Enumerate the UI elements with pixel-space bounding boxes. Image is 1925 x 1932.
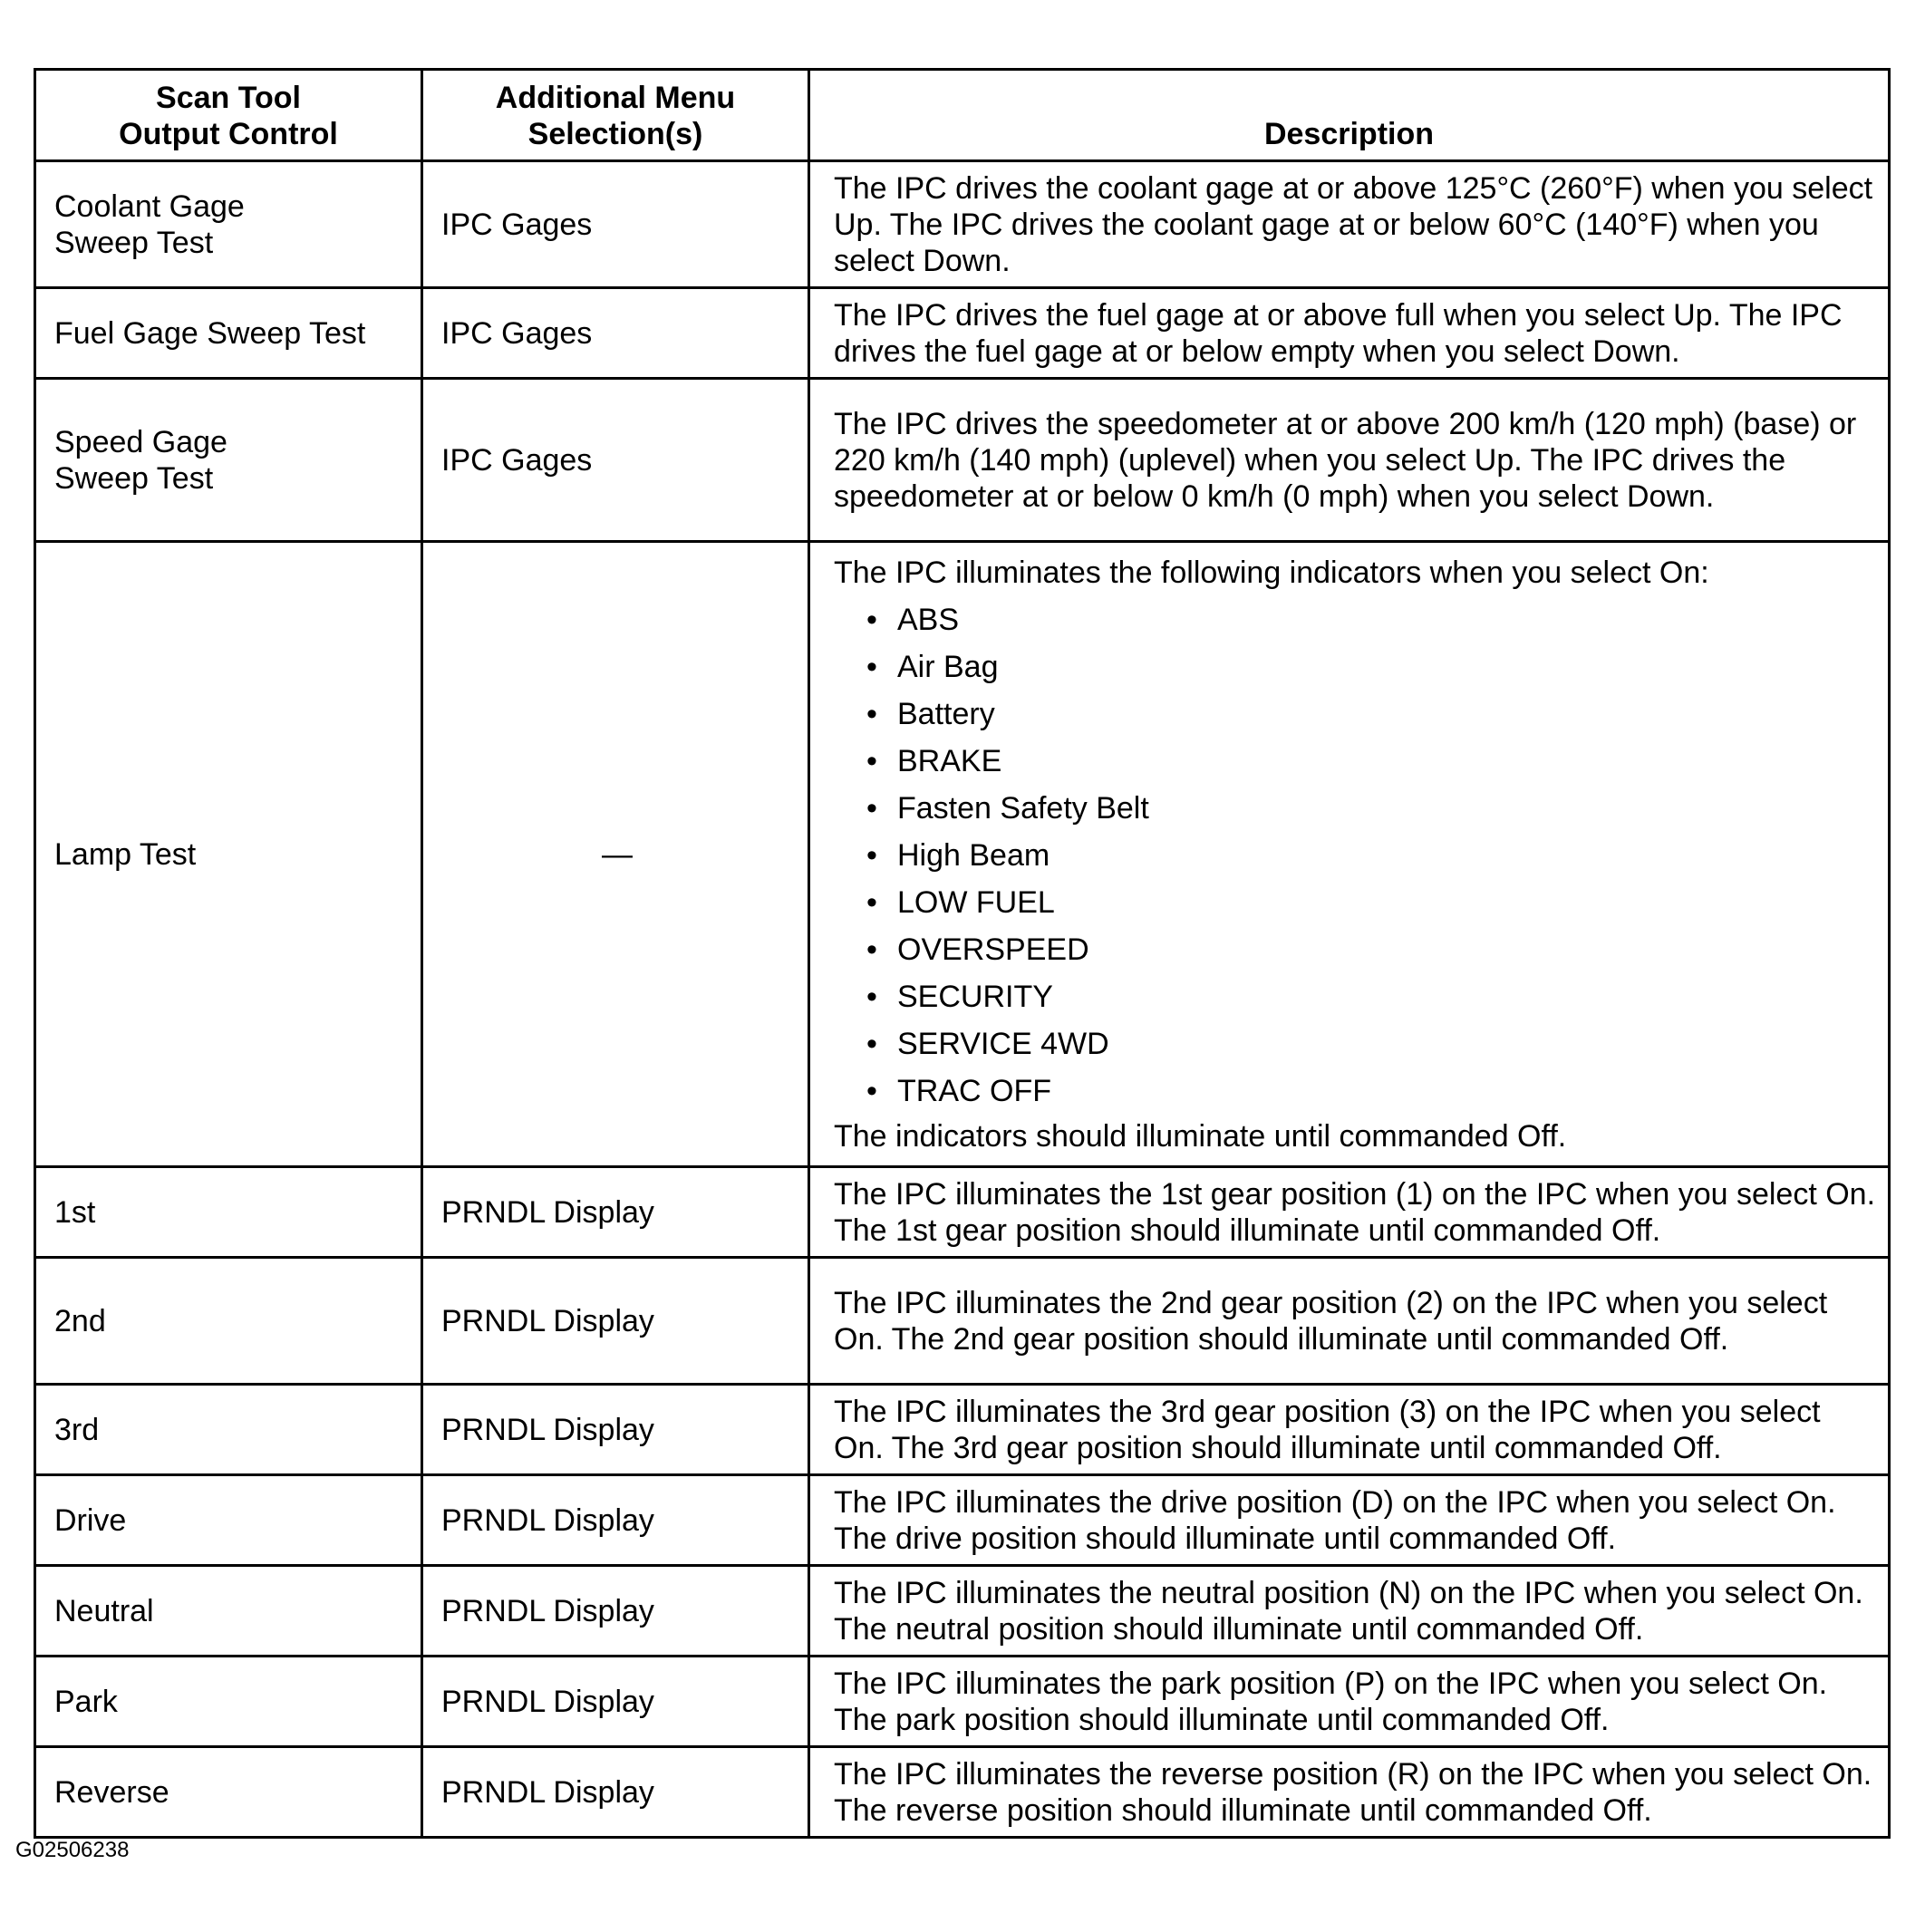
indicator-label: TRAC OFF — [897, 1073, 1051, 1108]
cell-text: PRNDL Display — [441, 1684, 654, 1719]
table-header-row — [35, 70, 1890, 161]
cell-text: PRNDL Display — [441, 1774, 654, 1810]
indicator-label: OVERSPEED — [897, 932, 1089, 967]
bullet-icon: • — [866, 932, 877, 967]
cell-menu-selection — [422, 1258, 809, 1385]
cell-text: Speed Gage Sweep Test — [54, 424, 227, 496]
cell-description — [809, 1475, 1890, 1566]
bullet-icon: • — [866, 602, 877, 637]
bullet-icon: • — [866, 696, 877, 731]
cell-description — [809, 1566, 1890, 1657]
cell-description — [809, 1657, 1890, 1747]
cell-text: PRNDL Display — [441, 1412, 654, 1447]
cell-text: Neutral — [54, 1593, 154, 1628]
table-row — [35, 542, 1890, 1167]
cell-text: IPC Gages — [441, 315, 593, 351]
bullet-icon: • — [866, 1073, 877, 1108]
bullet-icon: • — [866, 837, 877, 873]
cell-text: The IPC drives the fuel gage at or above full when you select Up. The IPC drives the fuel gage at or below empty when you select Down. — [834, 297, 1843, 369]
list-item — [866, 785, 1877, 832]
cell-menu-selection — [422, 1385, 809, 1475]
cell-text: The IPC illuminates the 3rd gear position (3) on the IPC when you select On. The 3rd gear position should illuminate until commanded Off. — [834, 1394, 1821, 1465]
cell-text: The IPC illuminates the reverse position (R) on the IPC when you select On. The reverse position should illuminate until commanded Off. — [834, 1756, 1872, 1828]
lamp-test-outro: The indicators should illuminate until commanded Off. — [834, 1118, 1567, 1154]
cell-text: Lamp Test — [54, 836, 197, 872]
cell-text: PRNDL Display — [441, 1593, 654, 1628]
list-item — [866, 596, 1877, 643]
bullet-icon: • — [866, 743, 877, 778]
cell-text: The IPC illuminates the park position (P) on the IPC when you select On. The park position should illuminate until commanded Off. — [834, 1666, 1828, 1737]
cell-text: The IPC illuminates the 1st gear position (1) on the IPC when you select On. The 1st gear position should illuminate until commanded Off. — [834, 1176, 1876, 1248]
cell-menu-selection — [422, 379, 809, 542]
table-row — [35, 1385, 1890, 1475]
bullet-icon: • — [866, 790, 877, 826]
cell-description — [809, 161, 1890, 288]
cell-text: PRNDL Display — [441, 1303, 654, 1338]
cell-text: The IPC illuminates the 2nd gear position (2) on the IPC when you select On. The 2nd gear position should illuminate until commanded Off. — [834, 1285, 1828, 1357]
cell-text: PRNDL Display — [441, 1194, 654, 1230]
table-row — [35, 1566, 1890, 1657]
cell-output-control — [35, 1385, 422, 1475]
indicator-label: Battery — [897, 696, 995, 731]
table-row — [35, 288, 1890, 379]
table-row — [35, 1167, 1890, 1258]
cell-text: The IPC drives the speedometer at or above 200 km/h (120 mph) (base) or 220 km/h (140 mph) (uplevel) when you select Up. The IPC drives the speedometer at or below 0 km/h (0 mph) when you select Down. — [834, 406, 1857, 514]
cell-text: The IPC drives the coolant gage at or above 125°C (260°F) when you select Up. The IPC drives the coolant gage at or below 60°C (140°F) when you select Down. — [834, 170, 1873, 278]
cell-output-control — [35, 288, 422, 379]
list-item — [866, 926, 1877, 973]
output-control-table-container — [34, 68, 1888, 1839]
cell-menu-selection — [422, 542, 809, 1167]
indicator-label: Fasten Safety Belt — [897, 790, 1149, 826]
cell-text: Reverse — [54, 1774, 169, 1810]
cell-text: 1st — [54, 1194, 96, 1230]
lamp-test-intro: The IPC illuminates the following indicators when you select On: — [834, 555, 1709, 590]
indicator-label: Air Bag — [897, 649, 999, 684]
table-row — [35, 1657, 1890, 1747]
cell-menu-selection — [422, 1167, 809, 1258]
cell-menu-selection — [422, 1475, 809, 1566]
table-row — [35, 161, 1890, 288]
indicator-label: SECURITY — [897, 979, 1053, 1014]
cell-text: PRNDL Display — [441, 1502, 654, 1538]
indicator-label: LOW FUEL — [897, 884, 1055, 920]
cell-output-control — [35, 161, 422, 288]
cell-output-control — [35, 379, 422, 542]
list-item — [866, 879, 1877, 926]
cell-description — [809, 1167, 1890, 1258]
cell-output-control — [35, 1747, 422, 1838]
list-item — [866, 1067, 1877, 1115]
cell-description — [809, 542, 1890, 1167]
bullet-icon: • — [866, 884, 877, 920]
table-row — [35, 379, 1890, 542]
header-label: Additional Menu Selection(s) — [495, 81, 736, 151]
list-item — [866, 832, 1877, 879]
cell-output-control — [35, 1475, 422, 1566]
cell-text: Coolant Gage Sweep Test — [54, 188, 245, 260]
cell-text: IPC Gages — [441, 207, 593, 242]
output-control-table — [34, 68, 1891, 1839]
header-scan-tool-output-control — [35, 70, 422, 161]
cell-menu-selection — [422, 1657, 809, 1747]
cell-output-control — [35, 1657, 422, 1747]
cell-description — [809, 1747, 1890, 1838]
cell-description — [809, 379, 1890, 542]
table-row — [35, 1747, 1890, 1838]
list-item — [866, 738, 1877, 785]
list-item — [866, 973, 1877, 1020]
bullet-icon: • — [866, 649, 877, 684]
cell-description — [809, 1385, 1890, 1475]
cell-description — [809, 288, 1890, 379]
list-item — [866, 1020, 1877, 1067]
cell-menu-selection — [422, 288, 809, 379]
cell-text: Drive — [54, 1502, 127, 1538]
figure-id: G02506238 — [15, 1838, 130, 1862]
cell-text: 3rd — [54, 1412, 100, 1447]
indicator-label: ABS — [897, 602, 960, 637]
cell-menu-selection — [422, 1747, 809, 1838]
indicator-label: SERVICE 4WD — [897, 1026, 1109, 1061]
cell-menu-selection — [422, 1566, 809, 1657]
header-label: Scan Tool Output Control — [119, 81, 338, 151]
header-label: Description — [1263, 117, 1435, 151]
cell-description — [809, 1258, 1890, 1385]
cell-output-control — [35, 1167, 422, 1258]
indicator-label: BRAKE — [897, 743, 1002, 778]
indicator-list — [834, 596, 1877, 1115]
table-row — [35, 1475, 1890, 1566]
table-row — [35, 1258, 1890, 1385]
cell-output-control — [35, 542, 422, 1167]
cell-text: 2nd — [54, 1303, 106, 1338]
indicator-label: High Beam — [897, 837, 1050, 873]
header-additional-menu-selections — [422, 70, 809, 161]
cell-output-control — [35, 1258, 422, 1385]
bullet-icon: • — [866, 1026, 877, 1061]
cell-menu-selection — [422, 161, 809, 288]
cell-text: The IPC illuminates the neutral position (N) on the IPC when you select On. The neutral position should illuminate until commanded Off. — [834, 1575, 1863, 1647]
header-description — [809, 70, 1890, 161]
cell-text: Park — [54, 1684, 118, 1719]
cell-text: IPC Gages — [441, 442, 593, 478]
cell-text: The IPC illuminates the drive position (D) on the IPC when you select On. The drive position should illuminate until commanded Off. — [834, 1484, 1836, 1556]
cell-text: Fuel Gage Sweep Test — [54, 315, 366, 351]
bullet-icon: • — [866, 979, 877, 1014]
cell-output-control — [35, 1566, 422, 1657]
cell-text: — — [602, 836, 633, 872]
list-item — [866, 691, 1877, 738]
list-item — [866, 643, 1877, 691]
